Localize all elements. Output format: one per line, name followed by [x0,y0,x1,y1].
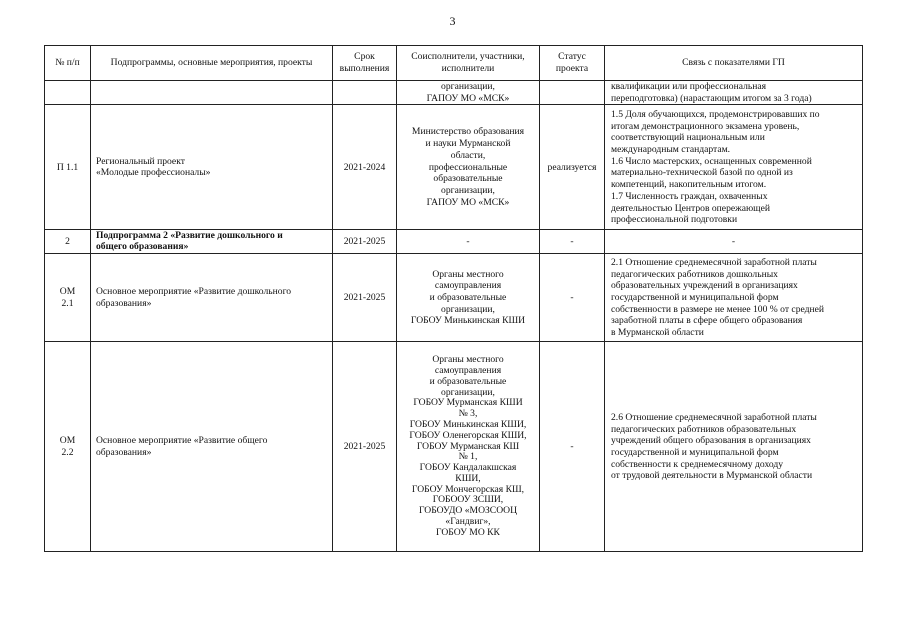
row-links: квалификации или профессиональная переподготовка) (нарастающим итогом за 3 года) [605,81,863,105]
table-row [45,105,863,230]
table-row [45,81,863,105]
row-num: 2 [45,230,91,254]
header-date: Срок выполнения [333,46,397,81]
row-title [91,81,333,105]
row-title: Региональный проект «Молодые профессионалы» [91,105,333,230]
row-num: ОМ 2.1 [45,254,91,342]
row-title: Подпрограмма 2 «Развитие дошкольного и общего образования» [91,230,333,254]
row-title: Основное мероприятие «Развитие дошкольного образования» [91,254,333,342]
row-status: - [540,342,605,552]
header-num: № п/п [45,46,91,81]
header-title: Подпрограммы, основные мероприятия, проекты [91,46,333,81]
row-date: 2021-2025 [333,342,397,552]
row-date: 2021-2024 [333,105,397,230]
row-date: 2021-2025 [333,230,397,254]
row-num: ОМ 2.2 [45,342,91,552]
header-links: Связь с показателями ГП [605,46,863,81]
row-date: 2021-2025 [333,254,397,342]
row-executors: - [397,230,540,254]
row-num [45,81,91,105]
row-links: - [605,230,863,254]
row-status [540,81,605,105]
program-table [44,45,863,552]
row-num: П 1.1 [45,105,91,230]
row-status: реализуется [540,105,605,230]
table-row [45,230,863,254]
row-executors: организации, ГАПОУ МО «МСК» [397,81,540,105]
row-executors: Органы местного самоуправления и образовательные организации, ГОБОУ Мурманская КШИ № 3, ГОБОУ Минькинская КШИ, ГОБОУ Оленегорская КШИ, ГОБОУ Мурманская КШ № 1, ГОБОУ Кандалакшская КШИ, ГОБОУ Мончегорская КШ, ГОБООУ ЗСШИ, ГОБОУДО «МОЗСООЦ «Гандвиг», ГОБОУ МО КК [397,342,540,552]
header-executors: Соисполнители, участники, исполнители [397,46,540,81]
row-links: 1.5 Доля обучающихся, продемонстрировавших по итогам демонстрационного экзамена уровень, соответствующий национальным или международным стандартам. 1.6 Число мастерских, оснащенных современной материально-технической базой по одной из компетенций, накопительным итогом. 1.7 Численность граждан, охваченных деятельностью Центров опережающей профессиональной подготовки [605,105,863,230]
table-header-row [45,46,863,81]
table-row [45,342,863,552]
row-status: - [540,254,605,342]
table-row [45,254,863,342]
row-status: - [540,230,605,254]
page-number: 3 [449,14,456,28]
row-executors: Министерство образования и науки Мурманской области, профессиональные образовательные организации, ГАПОУ МО «МСК» [397,105,540,230]
row-links: 2.6 Отношение среднемесячной заработной платы педагогических работников образовательных учреждений общего образования в организациях государственной и муниципальной форм собственности к среднемесячному доходу от трудовой деятельности в Мурманской области [605,342,863,552]
row-date [333,81,397,105]
row-title: Основное мероприятие «Развитие общего образования» [91,342,333,552]
header-status: Статус проекта [540,46,605,81]
row-links: 2.1 Отношение среднемесячной заработной платы педагогических работников дошкольных образовательных учреждений в организациях государственной и муниципальной форм собственности в размере не менее 100 % от средней заработной платы в сфере общего образования в Мурманской области [605,254,863,342]
row-executors: Органы местного самоуправления и образовательные организации, ГОБОУ Минькинская КШИ [397,254,540,342]
